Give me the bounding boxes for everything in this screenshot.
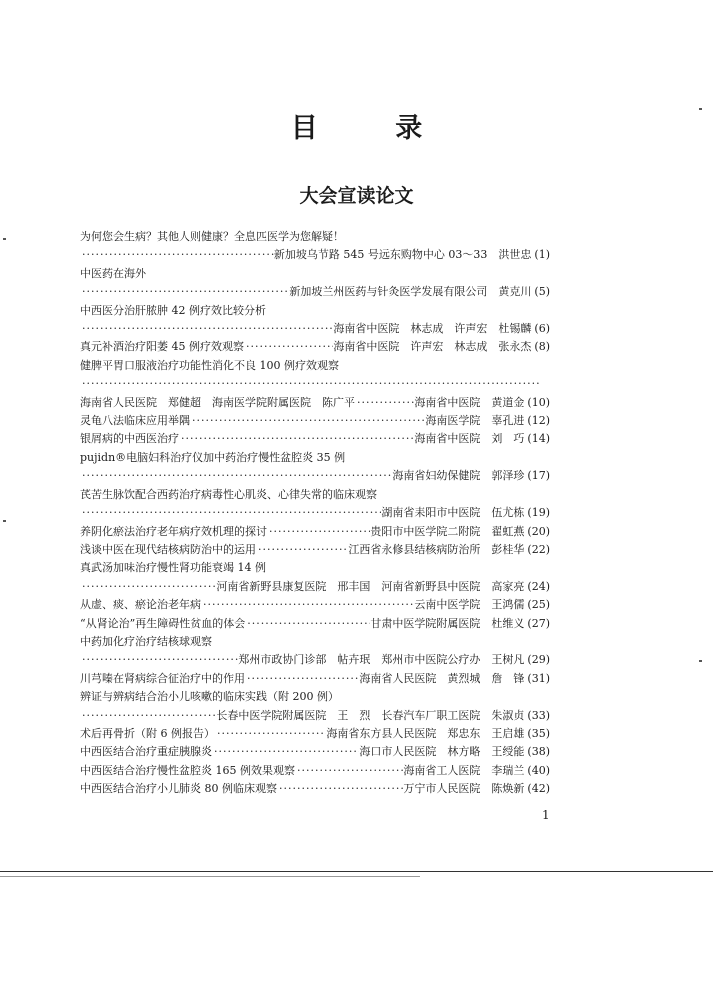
dot-leader [245, 670, 359, 688]
toc-entry [80, 357, 550, 412]
toc-entry-page: (22) [527, 542, 550, 556]
toc-line [80, 486, 550, 504]
toc-line [80, 725, 550, 743]
toc-entry-author: 海南省东方县人民医院 郑忠东 王启雄 [326, 726, 525, 740]
toc-entry-title: 中西医分治肝脓肿 42 例疗效比较分析 [80, 303, 266, 317]
toc-line [80, 320, 550, 338]
dot-leader [80, 283, 289, 301]
dot-leader [80, 246, 274, 264]
dot-leader [80, 375, 550, 393]
toc-entry [80, 541, 550, 559]
toc-entry-title: 浅谈中医在现代结核病防治中的运用 [80, 542, 256, 556]
toc-entry [80, 265, 550, 302]
toc-entry-page: (19) [527, 506, 550, 520]
toc-line [80, 541, 550, 559]
toc-entry-page: (33) [527, 708, 550, 722]
toc-entry-page: (6) [534, 322, 550, 336]
toc-entry [80, 762, 550, 780]
toc-entry-author: 海口市人民医院 林方略 王绶能 [359, 745, 525, 759]
toc-entry-title: 中药加化疗治疗结核球观察 [80, 634, 212, 648]
toc-entry-page: (8) [534, 340, 550, 354]
toc-line [80, 615, 550, 633]
toc-entry-author: 新加坡乌节路 545 号远东购物中心 03～33 洪世忠 [273, 248, 532, 262]
toc-line [80, 633, 550, 651]
toc-entry-page: (1) [534, 248, 550, 262]
toc-entry-page: (5) [534, 285, 550, 299]
scan-speck [699, 660, 702, 662]
toc-entry [80, 615, 550, 633]
scan-speck [699, 108, 702, 110]
toc-entry-author: 海南省中医院 林志成 许声宏 杜锡麟 [333, 322, 532, 336]
toc-entry-title: “从肾论治”再生障碍性贫血的体会 [80, 616, 246, 630]
scan-speck [3, 520, 6, 522]
toc-line [80, 651, 550, 669]
toc-entry-title: 术后再骨折（附 6 例报告） [80, 726, 215, 740]
toc-line [80, 504, 550, 522]
toc-entry-page: (20) [527, 524, 550, 538]
toc-entry-title: 从虚、痰、瘀论治老年病 [80, 598, 201, 612]
dot-leader [244, 338, 333, 356]
toc-entry-author: 海南省中医院 刘 巧 [414, 432, 525, 446]
toc-entry-page: (10) [527, 395, 550, 409]
toc-entry-title: 真元补酒治疗阳萎 45 例疗效观察 [80, 340, 244, 354]
toc-line [80, 467, 550, 485]
toc-line [80, 523, 550, 541]
toc-entry-author: 海南省中医院 黄道金 [414, 395, 525, 409]
toc-entry-page: (35) [527, 726, 550, 740]
toc-entry [80, 412, 550, 430]
toc-entry-title: 养阴化瘀法治疗老年病疗效机理的探讨 [80, 524, 267, 538]
dot-leader [295, 762, 403, 780]
dot-leader [80, 651, 238, 669]
toc-entry-page: (40) [527, 763, 550, 777]
toc-entry [80, 228, 550, 265]
toc-entry [80, 486, 550, 523]
toc-line [80, 265, 550, 283]
toc-entry-author: 海南医学院 辜孔进 [425, 414, 525, 428]
dot-leader [190, 412, 425, 430]
toc-entry-title: 健脾平胃口服液治疗功能性消化不良 100 例疗效观察 [80, 358, 339, 372]
toc-line [80, 670, 550, 688]
toc-line [80, 430, 550, 448]
toc-entry-title: 真武汤加味治疗慢性肾功能衰竭 14 例 [80, 561, 266, 575]
toc-entry-author: 万宁市人民医院 陈焕新 [403, 782, 525, 796]
dot-leader [277, 780, 403, 798]
toc-line [80, 762, 550, 780]
toc-line [80, 559, 550, 577]
toc-entry [80, 559, 550, 596]
toc-entry-author: 湖南省耒阳市中医院 伍尤栋 [381, 506, 525, 520]
toc-entry-author: 长春中医学院附属医院 王 烈 长春汽车厂职工医院 朱淑贞 [216, 708, 525, 722]
toc-entry-author: 云南中医学院 王鸿儒 [414, 598, 525, 612]
toc-entry-page: (38) [527, 745, 550, 759]
toc-line [80, 707, 550, 725]
toc-entry-title: 芪苦生脉饮配合西药治疗病毒性心肌炎、心律失常的临床观察 [80, 487, 377, 501]
toc-entry-author: 贵阳市中医学院二附院 翟虹燕 [370, 524, 525, 538]
toc-entry-page: (29) [527, 653, 550, 667]
page-number: 1 [542, 808, 550, 822]
toc-line [80, 688, 550, 706]
toc-line [80, 375, 550, 393]
dot-leader [179, 430, 414, 448]
toc-entry-title: 中医药在海外 [80, 266, 146, 280]
toc-line [80, 743, 550, 761]
page-title: 目 录 [290, 113, 457, 144]
toc-entry [80, 633, 550, 670]
toc-entry-title: 灵龟八法临床应用举隅 [80, 414, 190, 428]
toc-entry [80, 302, 550, 339]
toc-entry-author: 海南省妇幼保健院 郭泽珍 [392, 469, 525, 483]
scan-edge-line [0, 871, 713, 872]
dot-leader [80, 504, 381, 522]
toc-entry-author: 郑州市政协门诊部 帖卉珉 郑州市中医院公疗办 王树凡 [238, 653, 525, 667]
dot-leader [267, 523, 370, 541]
dot-leader [212, 743, 359, 761]
toc-entry-page: (14) [527, 432, 550, 446]
toc-entry [80, 338, 550, 356]
toc-entry-author: 河南省新野县康复医院 邢丰国 河南省新野县中医院 高家亮 [216, 579, 525, 593]
toc-line [80, 228, 550, 246]
toc-entry-page: (17) [527, 469, 550, 483]
toc-line [80, 412, 550, 430]
toc-entry [80, 596, 550, 614]
toc-line [80, 394, 550, 412]
toc-entry-title: 中西医结合治疗小儿肺炎 80 例临床观察 [80, 782, 277, 796]
dot-leader [256, 541, 348, 559]
dot-leader [80, 320, 333, 338]
toc-entry-author: 江西省永修县结核病防治所 彭桂华 [348, 542, 525, 556]
toc-entry-page: (25) [527, 598, 550, 612]
toc-entry-title: 银屑病的中西医治疗 [80, 432, 179, 446]
toc-entry [80, 743, 550, 761]
toc-entry [80, 670, 550, 688]
toc-entry-title: 中西医结合治疗重症胰腺炎 [80, 745, 212, 759]
dot-leader [245, 615, 370, 633]
toc-entry-author: 海南省中医院 许声宏 林志成 张永杰 [333, 340, 532, 354]
toc-entry-title: pujidn®电脑妇科治疗仪加中药治疗慢性盆腔炎 35 例 [80, 450, 346, 464]
toc-entry-title: 中西医结合治疗慢性盆腔炎 165 例效果观察 [80, 763, 295, 777]
scan-edge-line-faint [0, 876, 420, 877]
toc-entry [80, 688, 550, 725]
toc-line [80, 357, 550, 375]
toc-line [80, 449, 550, 467]
toc-line [80, 246, 550, 264]
toc-line [80, 302, 550, 320]
toc-line [80, 578, 550, 596]
toc-entry-page: (31) [527, 671, 550, 685]
toc-entry [80, 430, 550, 448]
toc-entry-page: (42) [527, 782, 550, 796]
toc-entry [80, 780, 550, 798]
toc-entry-page: (12) [527, 414, 550, 428]
toc-entry-author: 甘肃中医学院附属医院 杜维义 [370, 616, 525, 630]
toc-line [80, 338, 550, 356]
toc-entry-author: 海南省人民医院 黄烈城 詹 锋 [359, 671, 525, 685]
toc-entry-title: 海南省人民医院 郑健超 海南医学院附属医院 陈广平 [80, 395, 355, 409]
toc-entry-title: 川芎嗪在肾病综合征治疗中的作用 [80, 671, 245, 685]
dot-leader [80, 707, 216, 725]
section-title: 大会宣读论文 [299, 185, 414, 207]
toc-line [80, 780, 550, 798]
toc-entry-page: (24) [527, 579, 550, 593]
dot-leader [80, 578, 216, 596]
toc-entry [80, 449, 550, 486]
toc-entry-page: (27) [527, 616, 550, 630]
dot-leader [215, 725, 326, 743]
dot-leader [80, 467, 392, 485]
scan-speck [3, 238, 6, 240]
dot-leader [201, 596, 414, 614]
toc-entry-author: 海南省工人医院 李瑞兰 [403, 763, 525, 777]
toc-entry-author: 新加坡兰州医药与针灸医学发展有限公司 黄克川 [289, 285, 532, 299]
toc-entry [80, 725, 550, 743]
toc-entry [80, 523, 550, 541]
toc-entry-title: 辨证与辨病结合治小儿咳嗽的临床实践（附 200 例） [80, 690, 339, 704]
table-of-contents [80, 228, 550, 799]
dot-leader [355, 394, 414, 412]
toc-line [80, 596, 550, 614]
toc-line [80, 283, 550, 301]
toc-entry-title: 为何您会生病？其他人则健康？全息匹医学为您解疑！ [80, 230, 344, 243]
